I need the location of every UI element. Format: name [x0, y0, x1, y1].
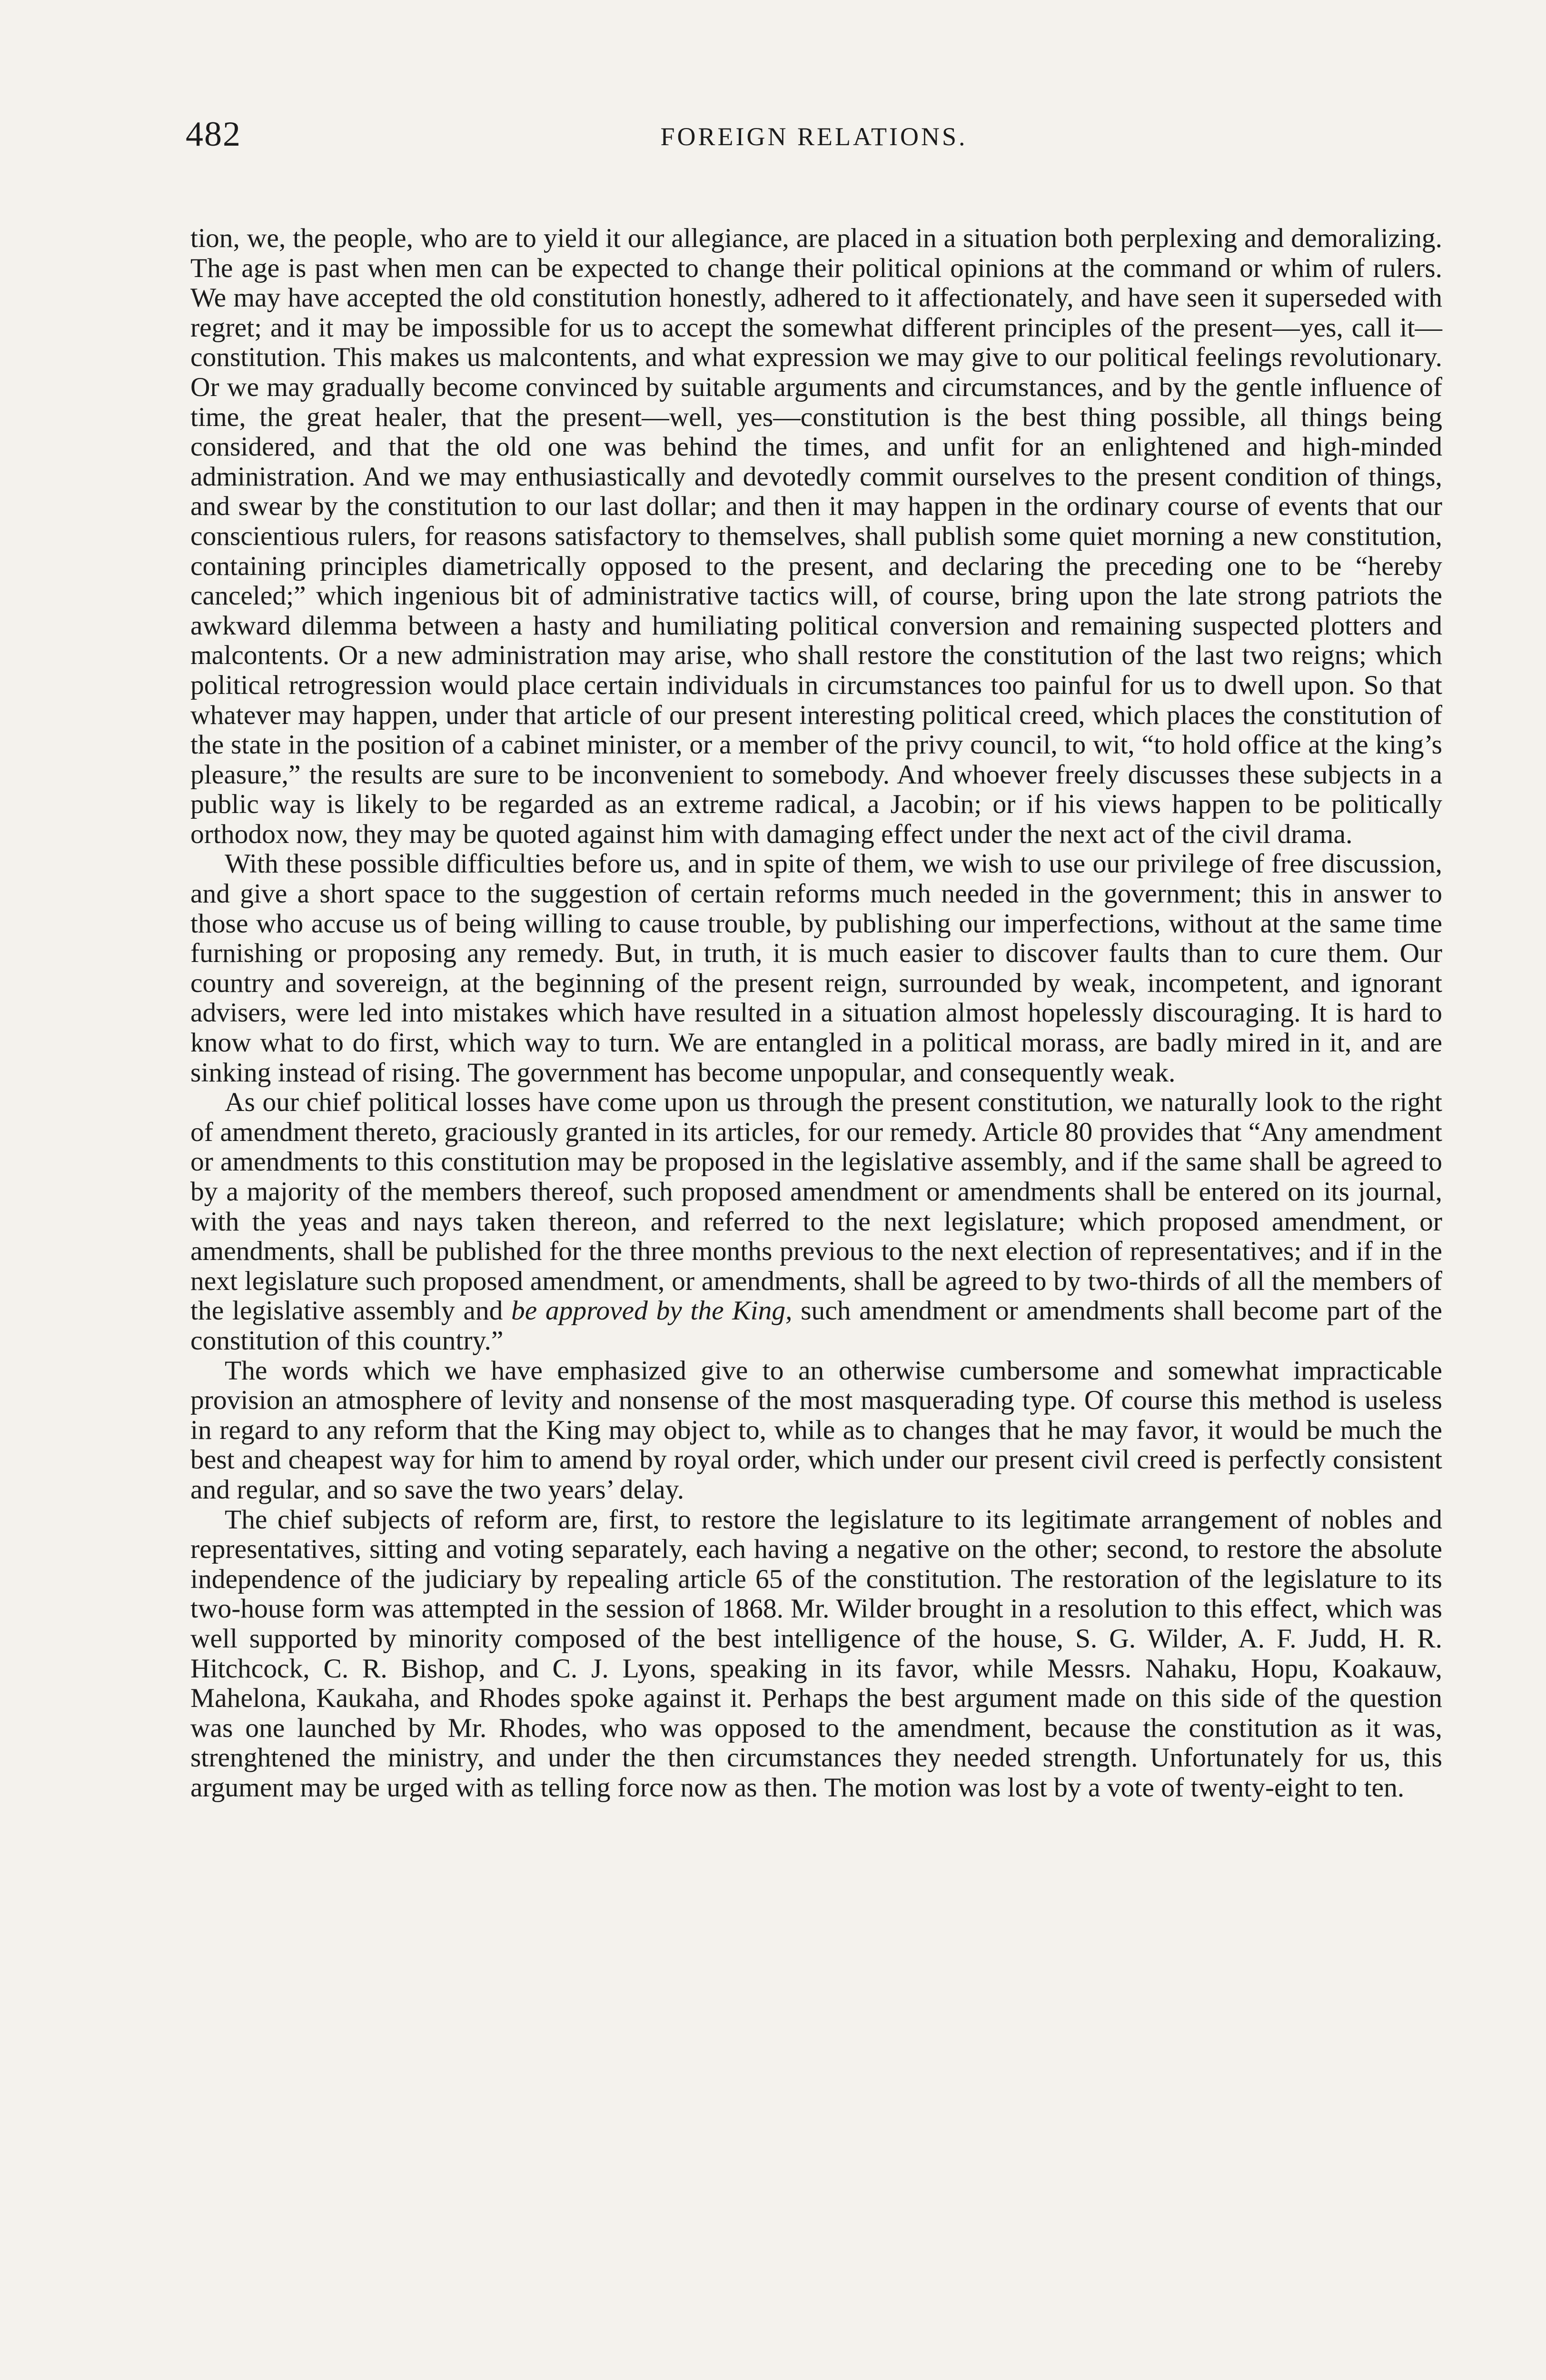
paragraph-1: tion, we, the people, who are to yield it our allegiance, are placed in a situation both perplexing and demoralizing. The age is past when men can be expected to change their political opinions at the command or whim of rulers. We may have accepted the old constitution honestly, adhered to it affectionately, and have seen it superseded with regret; and it may be impossible for us to accept the somewhat different principles of the present—yes, call it—constitution. This makes us malcontents, and what expression we may give to our political feelings revolutionary. Or we may gradually become convinced by suitable arguments and circumstances, and by the gentle influence of time, the great healer, that the present—well, yes—constitution is the best thing possible, all things being considered, and that the old one was behind the times, and unfit for an enlightened and high-minded administration. And we may enthusiastically and devotedly commit ourselves to the present condition of things, and swear by the constitution to our last dollar; and then it may happen in the ordinary course of events that our conscientious rulers, for reasons satisfactory to themselves, shall publish some quiet morning a new constitution, containing principles diametrically opposed to the present, and declaring the preceding one to be “hereby canceled;” which ingenious bit of administrative tactics will, of course, bring upon the late strong patriots the awkward dilemma between a hasty and humiliating political conversion and remaining suspected plotters and malcontents. Or a new administration may arise, who shall restore the constitution of the last two reigns; which political retrogression would place certain individuals in circumstances too painful for us to dwell upon. So that whatever may happen, under that article of our present interesting political creed, which places the constitution of the state in the position of a cabinet minister, or a member of the privy council, to wit, “to hold office at the king’s pleasure,” the results are sure to be inconvenient to somebody. And whoever freely discusses these subjects in a public way is likely to be regarded as an extreme radical, a Jacobin; or if his views happen to be politically orthodox now, they may be quoted against him with damaging effect under the next act of the civil drama. [190, 223, 1442, 849]
paragraph-4: The words which we have emphasized give to an otherwise cumbersome and somewhat impracticable provision an atmosphere of levity and nonsense of the most masquerading type. Of course this method is useless in regard to any reform that the King may object to, while as to changes that he may favor, it would be much the best and cheapest way for him to amend by royal order, which under our present civil creed is perfectly consistent and regular, and so save the two years’ delay. [190, 1355, 1442, 1505]
paragraph-5: The chief subjects of reform are, first, to restore the legislature to its legitimate arrangement of nobles and representatives, sitting and voting separately, each having a negative on the other; second, to restore the absolute independence of the judiciary by repealing article 65 of the constitution. The restoration of the legislature to its two-house form was attempted in the session of 1868. Mr. Wilder brought in a resolution to this effect, which was well supported by minority composed of the best intelligence of the house, S. G. Wilder, A. F. Judd, H. R. Hitchcock, C. R. Bishop, and C. J. Lyons, speaking in its favor, while Messrs. Nahaku, Hopu, Koakauw, Mahelona, Kaukaha, and Rhodes spoke against it. Perhaps the best argument made on this side of the question was one launched by Mr. Rhodes, who was opposed to the amendment, because the constitution as it was, strenghtened the ministry, and under the then circumstances they needed strength. Unfortunately for us, this argument may be urged with as telling force now as then. The motion was lost by a vote of twenty-eight to ten. [190, 1504, 1442, 1803]
running-head: FOREIGN RELATIONS. [660, 122, 968, 151]
emphasized-phrase: be approved by the King, [511, 1296, 793, 1326]
body-text [190, 224, 1442, 1803]
page-header [186, 114, 1442, 167]
paragraph-3 [190, 1088, 1442, 1356]
paragraph-3-tail: such amendment or amendments shall become part of the constitution of this country.” [190, 1296, 1442, 1356]
paragraph-2: With these possible difficulties before us, and in spite of them, we wish to use our privilege of free discussion, and give a short space to the suggestion of certain reforms much needed in the government; this in answer to those who accuse us of being willing to cause trouble, by publishing our imperfections, without at the same time furnishing or proposing any remedy. But, in truth, it is much easier to discover faults than to cure them. Our country and sovereign, at the beginning of the present reign, surrounded by weak, incompetent, and ignorant advisers, were led into mistakes which have resulted in a situation almost hopelessly discouraging. It is hard to know what to do first, which way to turn. We are entangled in a political morass, are badly mired in it, and are sinking instead of rising. The government has become unpopular, and consequently weak. [190, 849, 1442, 1088]
paragraph-3-text: As our chief political losses have come upon us through the present constitution, we naturally look to the right of amendment thereto, graciously granted in its articles, for our remedy. Article 80 provides that “Any amendment or amendments to this constitution may be proposed in the legislative assembly, and if the same shall be agreed to by a majority of the members thereof, such proposed amendment or amendments shall be entered on its journal, with the yeas and nays taken thereon, and referred to the next legislature; which proposed amendment, or amendments, shall be published for the three months previous to the next election of representatives; and if in the next legislature such proposed amendment, or amendments, shall be agreed to by two-thirds of all the members of the legislative assembly and [190, 1087, 1442, 1326]
page-number: 482 [186, 115, 241, 154]
